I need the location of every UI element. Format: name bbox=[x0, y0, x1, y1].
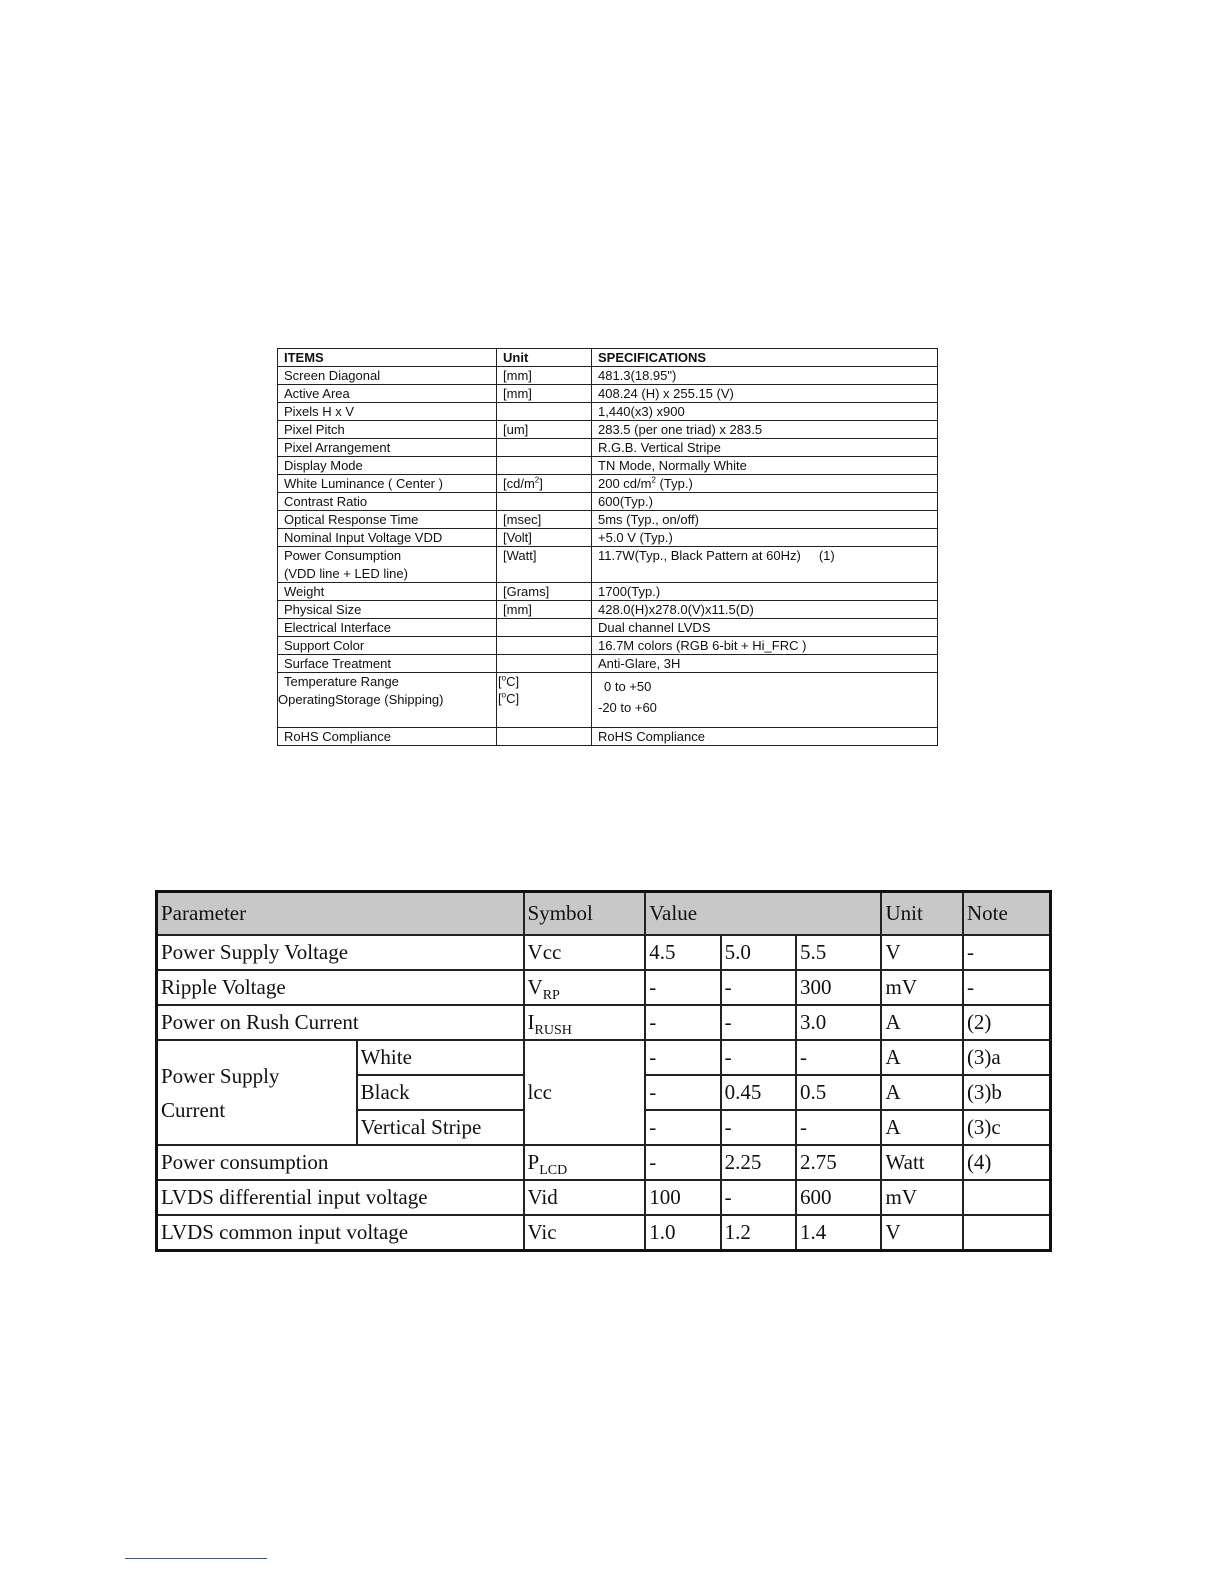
symbol-main: I bbox=[527, 1010, 535, 1034]
spec-value: 5ms (Typ., on/off) bbox=[592, 511, 938, 529]
param-name-line2: Current bbox=[161, 1097, 226, 1122]
unit-suffix: ] bbox=[539, 476, 543, 491]
spec-value: 408.24 (H) x 255.15 (V) bbox=[592, 385, 938, 403]
spec-value: 11.7W(Typ., Black Pattern at 60Hz) (1) bbox=[592, 547, 938, 583]
spec-unit bbox=[497, 619, 592, 637]
value-line2: -20 to +60 bbox=[598, 700, 657, 715]
spec-item: Active Area bbox=[278, 385, 497, 403]
param-note bbox=[963, 1215, 1051, 1251]
param-row bbox=[157, 935, 1051, 970]
param-symbol bbox=[524, 1145, 646, 1180]
param-symbol: Vcc bbox=[524, 935, 646, 970]
param-name: Ripple Voltage bbox=[157, 970, 524, 1005]
param-typ: 0.45 bbox=[721, 1075, 796, 1110]
param-subname: Black bbox=[357, 1075, 524, 1110]
unit-line1 bbox=[498, 674, 591, 689]
param-unit: Watt bbox=[881, 1145, 962, 1180]
value-prefix: 200 cd/m bbox=[598, 476, 652, 491]
spec-row bbox=[278, 547, 938, 583]
spec-row bbox=[278, 583, 938, 601]
unit-superscript: o bbox=[501, 690, 507, 700]
spec-value bbox=[592, 673, 938, 728]
param-symbol bbox=[524, 970, 646, 1005]
param-typ: - bbox=[721, 1040, 796, 1075]
spec-value: Anti-Glare, 3H bbox=[592, 655, 938, 673]
spec-unit: [Grams] bbox=[497, 583, 592, 601]
spec-row bbox=[278, 475, 938, 493]
param-typ: 5.0 bbox=[721, 935, 796, 970]
item-line2: OperatingStorage (Shipping) bbox=[278, 692, 444, 707]
spec-item bbox=[278, 547, 497, 583]
spec-unit bbox=[497, 655, 592, 673]
spec-row bbox=[278, 637, 938, 655]
header-value: Value bbox=[645, 892, 881, 936]
spec-row bbox=[278, 601, 938, 619]
param-min: - bbox=[645, 1110, 720, 1145]
param-max: - bbox=[796, 1110, 881, 1145]
footnote-separator bbox=[125, 1558, 267, 1559]
value-suffix: (Typ.) bbox=[655, 476, 693, 491]
param-subname: Vertical Stripe bbox=[357, 1110, 524, 1145]
spec-row bbox=[278, 493, 938, 511]
param-typ: - bbox=[721, 970, 796, 1005]
param-row bbox=[157, 1005, 1051, 1040]
item-line1: Temperature Range bbox=[284, 674, 399, 689]
param-row bbox=[157, 1040, 1051, 1075]
param-unit: V bbox=[881, 1215, 962, 1251]
param-unit: A bbox=[881, 1075, 962, 1110]
param-max: 3.0 bbox=[796, 1005, 881, 1040]
spec-row bbox=[278, 403, 938, 421]
spec-unit: [Watt] bbox=[497, 547, 592, 583]
spec-item: Electrical Interface bbox=[278, 619, 497, 637]
value-superscript: 2 bbox=[651, 475, 656, 485]
spec-unit: [mm] bbox=[497, 367, 592, 385]
param-unit: mV bbox=[881, 1180, 962, 1215]
spec-unit bbox=[497, 637, 592, 655]
param-note: - bbox=[963, 935, 1051, 970]
spec-unit bbox=[497, 457, 592, 475]
param-min: - bbox=[645, 1145, 720, 1180]
unit-superscript: o bbox=[501, 673, 507, 683]
spec-item: Support Color bbox=[278, 637, 497, 655]
param-unit: mV bbox=[881, 970, 962, 1005]
unit-prefix: [ bbox=[498, 674, 502, 689]
spec-item: Display Mode bbox=[278, 457, 497, 475]
unit-line2 bbox=[498, 691, 591, 706]
param-row bbox=[157, 1180, 1051, 1215]
spec-item: Surface Treatment bbox=[278, 655, 497, 673]
param-row bbox=[157, 970, 1051, 1005]
spec-row bbox=[278, 457, 938, 475]
param-min: - bbox=[645, 1075, 720, 1110]
param-max: 300 bbox=[796, 970, 881, 1005]
spec-value: +5.0 V (Typ.) bbox=[592, 529, 938, 547]
spec-value: 600(Typ.) bbox=[592, 493, 938, 511]
spec-unit bbox=[497, 673, 592, 728]
item-line2: (VDD line + LED line) bbox=[284, 566, 408, 581]
symbol-subscript: RP bbox=[542, 988, 560, 1004]
param-note: (4) bbox=[963, 1145, 1051, 1180]
param-max: 1.4 bbox=[796, 1215, 881, 1251]
unit-suffix: C] bbox=[506, 691, 520, 706]
spec-row bbox=[278, 529, 938, 547]
unit-suffix: C] bbox=[506, 674, 520, 689]
spec-item bbox=[278, 673, 497, 728]
param-unit: A bbox=[881, 1005, 962, 1040]
param-header-row bbox=[157, 892, 1051, 936]
spec-item: Contrast Ratio bbox=[278, 493, 497, 511]
spec-value: TN Mode, Normally White bbox=[592, 457, 938, 475]
spec-item: Physical Size bbox=[278, 601, 497, 619]
spec-header-row bbox=[278, 349, 938, 367]
param-max: - bbox=[796, 1040, 881, 1075]
header-symbol: Symbol bbox=[524, 892, 646, 936]
param-note: (3)a bbox=[963, 1040, 1051, 1075]
param-max: 5.5 bbox=[796, 935, 881, 970]
spec-unit: [mm] bbox=[497, 385, 592, 403]
param-unit: V bbox=[881, 935, 962, 970]
param-name: Power consumption bbox=[157, 1145, 524, 1180]
param-min: 4.5 bbox=[645, 935, 720, 970]
param-name: LVDS common input voltage bbox=[157, 1215, 524, 1251]
spec-value: 1,440(x3) x900 bbox=[592, 403, 938, 421]
param-typ: - bbox=[721, 1110, 796, 1145]
param-unit: A bbox=[881, 1110, 962, 1145]
param-subname: White bbox=[357, 1040, 524, 1075]
spec-item: Weight bbox=[278, 583, 497, 601]
spec-row bbox=[278, 728, 938, 746]
param-name-line1: Power Supply bbox=[161, 1063, 280, 1088]
param-min: 1.0 bbox=[645, 1215, 720, 1251]
spec-value bbox=[592, 475, 938, 493]
spec-row bbox=[278, 439, 938, 457]
header-specifications: SPECIFICATIONS bbox=[592, 349, 938, 367]
spec-row bbox=[278, 367, 938, 385]
spec-item: Pixel Arrangement bbox=[278, 439, 497, 457]
spec-unit bbox=[497, 439, 592, 457]
spec-unit: [Volt] bbox=[497, 529, 592, 547]
param-name: Power on Rush Current bbox=[157, 1005, 524, 1040]
header-note: Note bbox=[963, 892, 1051, 936]
spec-value: 283.5 (per one triad) x 283.5 bbox=[592, 421, 938, 439]
unit-superscript: 2 bbox=[534, 475, 540, 485]
spec-item: Pixel Pitch bbox=[278, 421, 497, 439]
unit-prefix: [cd/m bbox=[503, 476, 535, 491]
specifications-body bbox=[278, 349, 938, 746]
param-note: (3)c bbox=[963, 1110, 1051, 1145]
electrical-parameters-table bbox=[155, 890, 1052, 1252]
param-name-power-supply-current bbox=[157, 1040, 357, 1145]
spec-unit: [um] bbox=[497, 421, 592, 439]
spec-unit: [mm] bbox=[497, 601, 592, 619]
param-symbol: Vid bbox=[524, 1180, 646, 1215]
spec-item: White Luminance ( Center ) bbox=[278, 475, 497, 493]
specifications-table bbox=[277, 348, 938, 746]
param-typ: 1.2 bbox=[721, 1215, 796, 1251]
param-name: Power Supply Voltage bbox=[157, 935, 524, 970]
spec-item: Pixels H x V bbox=[278, 403, 497, 421]
param-row bbox=[157, 1145, 1051, 1180]
spec-item: Optical Response Time bbox=[278, 511, 497, 529]
spec-unit bbox=[497, 493, 592, 511]
param-name: LVDS differential input voltage bbox=[157, 1180, 524, 1215]
param-max: 600 bbox=[796, 1180, 881, 1215]
param-max: 2.75 bbox=[796, 1145, 881, 1180]
unit-prefix: [ bbox=[498, 691, 502, 706]
header-unit: Unit bbox=[881, 892, 962, 936]
param-note: (2) bbox=[963, 1005, 1051, 1040]
spec-value: Dual channel LVDS bbox=[592, 619, 938, 637]
spec-value: RoHS Compliance bbox=[592, 728, 938, 746]
param-note: (3)b bbox=[963, 1075, 1051, 1110]
param-min: - bbox=[645, 970, 720, 1005]
param-unit: A bbox=[881, 1040, 962, 1075]
symbol-subscript: LCD bbox=[539, 1163, 568, 1179]
header-items: ITEMS bbox=[278, 349, 497, 367]
spec-value: 16.7M colors (RGB 6-bit + Hi_FRC ) bbox=[592, 637, 938, 655]
spec-unit bbox=[497, 475, 592, 493]
param-row bbox=[157, 1215, 1051, 1251]
spec-item: RoHS Compliance bbox=[278, 728, 497, 746]
param-typ: - bbox=[721, 1180, 796, 1215]
spec-row bbox=[278, 385, 938, 403]
spec-row bbox=[278, 655, 938, 673]
spec-row bbox=[278, 619, 938, 637]
spec-item: Screen Diagonal bbox=[278, 367, 497, 385]
spec-value: R.G.B. Vertical Stripe bbox=[592, 439, 938, 457]
header-parameter: Parameter bbox=[157, 892, 524, 936]
param-typ: 2.25 bbox=[721, 1145, 796, 1180]
spec-row bbox=[278, 421, 938, 439]
spec-unit: [msec] bbox=[497, 511, 592, 529]
param-symbol bbox=[524, 1005, 646, 1040]
param-min: 100 bbox=[645, 1180, 720, 1215]
symbol-subscript: RUSH bbox=[534, 1023, 572, 1039]
param-symbol: lcc bbox=[524, 1040, 646, 1145]
spec-row bbox=[278, 673, 938, 728]
param-note bbox=[963, 1180, 1051, 1215]
electrical-parameters-body bbox=[157, 892, 1051, 1251]
param-max: 0.5 bbox=[796, 1075, 881, 1110]
param-symbol: Vic bbox=[524, 1215, 646, 1251]
param-note: - bbox=[963, 970, 1051, 1005]
spec-value: 428.0(H)x278.0(V)x11.5(D) bbox=[592, 601, 938, 619]
param-typ: - bbox=[721, 1005, 796, 1040]
spec-value: 481.3(18.95") bbox=[592, 367, 938, 385]
symbol-main: V bbox=[527, 975, 543, 999]
spec-unit bbox=[497, 403, 592, 421]
spec-item: Nominal Input Voltage VDD bbox=[278, 529, 497, 547]
param-min: - bbox=[645, 1005, 720, 1040]
spec-unit bbox=[497, 728, 592, 746]
spec-row bbox=[278, 511, 938, 529]
header-unit: Unit bbox=[497, 349, 592, 367]
value-line1: 0 to +50 bbox=[604, 679, 652, 694]
item-line1: Power Consumption bbox=[284, 548, 402, 563]
spec-value: 1700(Typ.) bbox=[592, 583, 938, 601]
param-min: - bbox=[645, 1040, 720, 1075]
symbol-main: P bbox=[527, 1150, 540, 1174]
